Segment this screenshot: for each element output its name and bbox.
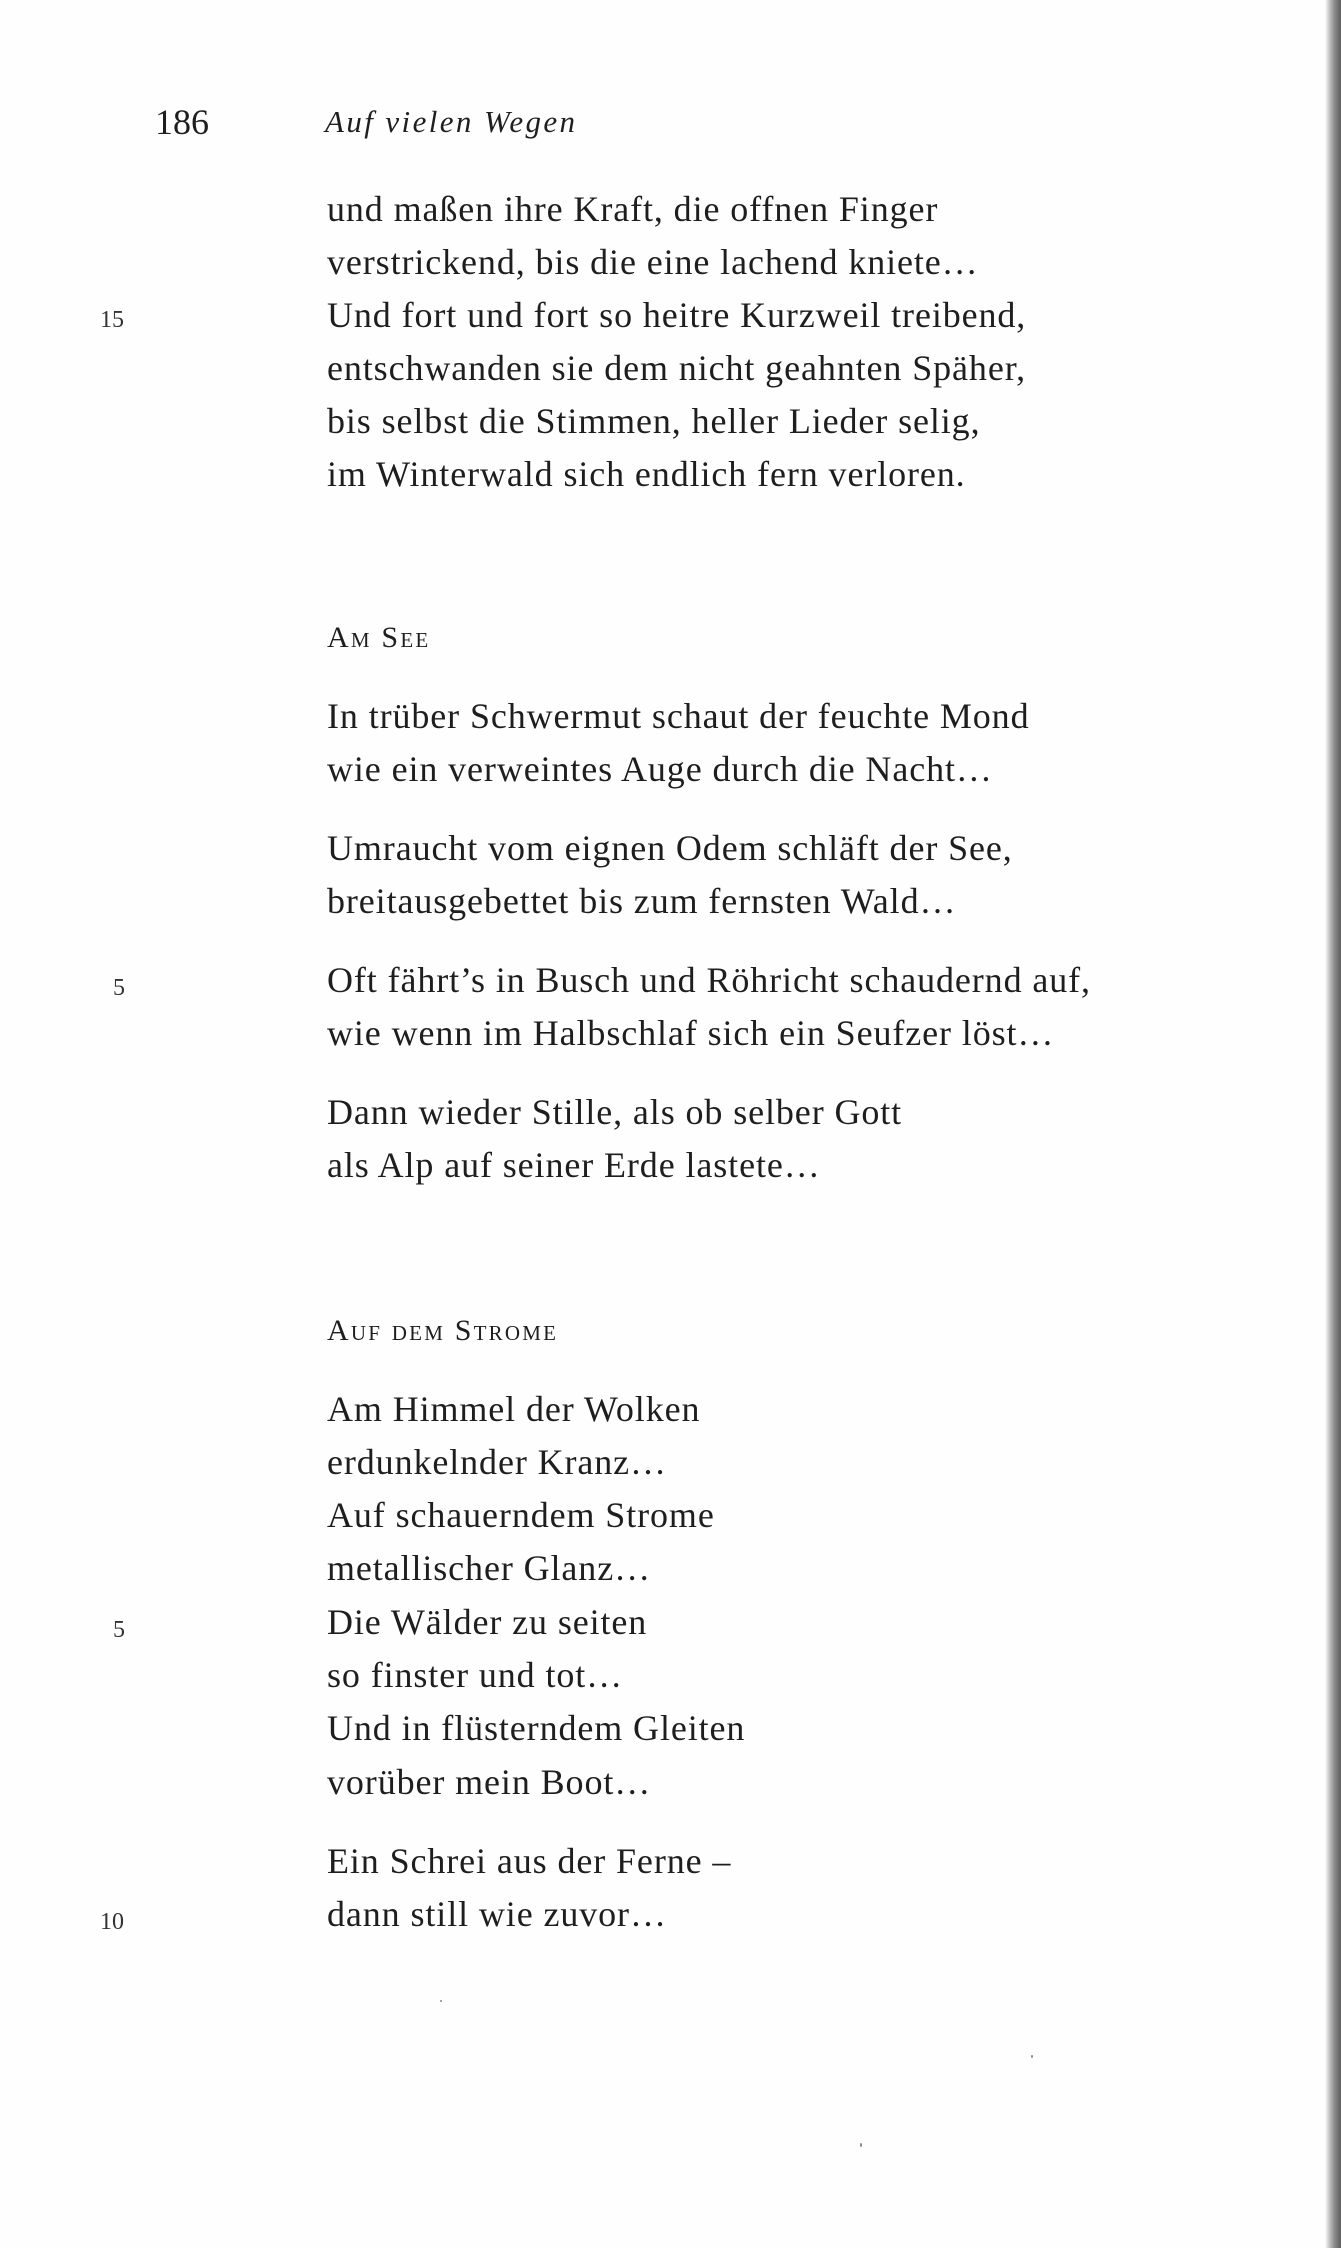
verse-line: Am Himmel der Wolken [327, 1389, 701, 1429]
scan-speck [860, 2143, 862, 2147]
page-number: 186 [155, 102, 209, 142]
verse-line: wie ein verweintes Auge durch die Nacht… [327, 749, 993, 789]
verse-line: metallischer Glanz… [327, 1548, 651, 1588]
verse-line: Dann wieder Stille, als ob selber Gott [327, 1092, 903, 1132]
verse-line: als Alp auf seiner Erde lastete… [327, 1145, 821, 1185]
verse-line: Auf schauerndem Strome [327, 1495, 715, 1535]
verse-line: Die Wälder zu seiten [327, 1602, 648, 1642]
line-number: 10 [100, 1909, 124, 1935]
verse-line: verstrickend, bis die eine lachend kniete… [327, 242, 979, 282]
poem-title: Auf dem Strome [327, 1314, 559, 1347]
scan-speck [440, 2000, 442, 2002]
page-spine-shadow [1325, 0, 1341, 2248]
verse-line: Und fort und fort so heitre Kurzweil treibend, [327, 295, 1027, 335]
verse-line: wie wenn im Halbschlaf sich ein Seufzer löst… [327, 1013, 1055, 1053]
verse-line: so finster und tot… [327, 1655, 624, 1695]
verse-line: In trüber Schwermut schaut der feuchte Mond [327, 696, 1030, 736]
verse-line: Oft fährt’s in Busch und Röhricht schaudernd auf, [327, 960, 1091, 1000]
running-head [0, 100, 1000, 144]
verse-line: und maßen ihre Kraft, die offnen Finger [327, 189, 939, 229]
verse-line: Umraucht vom eignen Odem schläft der See, [327, 828, 1013, 868]
line-number: 15 [100, 307, 124, 333]
verse-line: im Winterwald sich endlich fern verloren. [327, 454, 966, 494]
verse-line: Und in flüsterndem Gleiten [327, 1708, 746, 1748]
line-number: 5 [113, 1617, 125, 1643]
verse-line: Ein Schrei aus der Ferne – [327, 1841, 732, 1881]
verse-line: breitausgebettet bis zum fernsten Wald… [327, 881, 957, 921]
verse-line: entschwanden sie dem nicht geahnten Späher, [327, 348, 1027, 388]
scan-speck [1031, 2055, 1033, 2058]
verse-line: erdunkelnder Kranz… [327, 1442, 667, 1482]
line-number: 5 [113, 975, 125, 1001]
verse-line: vorüber mein Boot… [327, 1762, 652, 1802]
running-title: Auf vielen Wegen [325, 104, 578, 139]
verse-line: bis selbst die Stimmen, heller Lieder selig, [327, 401, 981, 441]
poem-title: Am See [327, 621, 431, 654]
verse-line: dann still wie zuvor… [327, 1894, 667, 1934]
